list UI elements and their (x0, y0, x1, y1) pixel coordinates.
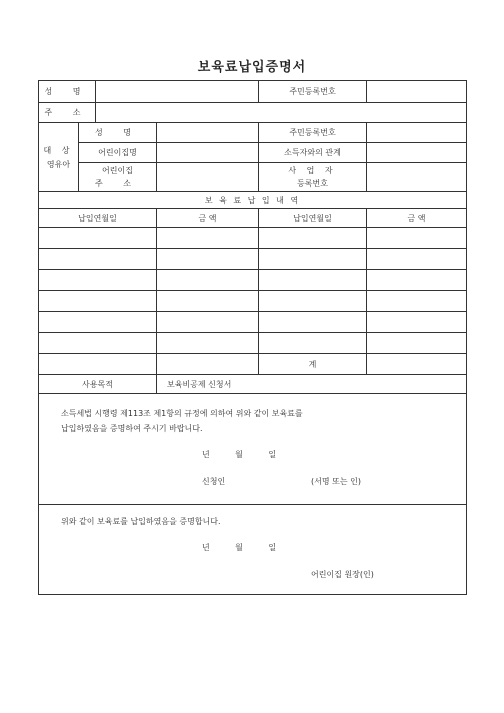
payment-cell[interactable] (367, 312, 467, 333)
payment-cell[interactable] (39, 333, 157, 354)
relation-label: 소득자와의 관계 (259, 143, 367, 163)
payment-section-label: 보 육 료 납 입 내 역 (39, 192, 467, 209)
child-rrn-label: 주민등록번호 (259, 123, 367, 143)
daycare-name-field[interactable] (157, 143, 259, 163)
applicant-rrn-field[interactable] (367, 81, 467, 103)
payment-amount-header: 금 액 (157, 209, 259, 228)
payment-cell[interactable] (39, 291, 157, 312)
payment-cell[interactable] (259, 270, 367, 291)
biz-no-label: 사 업 자 등록번호 (259, 163, 367, 192)
payment-cell[interactable] (259, 228, 367, 249)
payment-cell[interactable] (259, 291, 367, 312)
payment-cell[interactable] (367, 249, 467, 270)
daycare-address-field[interactable] (157, 163, 259, 192)
payment-row (39, 291, 467, 312)
relation-field[interactable] (367, 143, 467, 163)
applicant-rrn-label: 주민등록번호 (259, 81, 367, 103)
certification-statement (39, 505, 467, 595)
document-title: 보육료납입증명서 (197, 60, 307, 75)
certificate-form (38, 80, 467, 595)
total-amount-field[interactable] (367, 354, 467, 375)
payment-cell[interactable] (157, 333, 259, 354)
certification-date: 년 월 일 (202, 543, 277, 552)
payment-cell[interactable] (39, 228, 157, 249)
certification-line: 위와 같이 보육료를 납입하였음을 증명합니다. (61, 517, 221, 526)
sign-note[interactable]: (서명 또는 인) (311, 477, 361, 486)
payment-row (39, 228, 467, 249)
request-statement (39, 394, 467, 505)
payment-cell[interactable] (157, 312, 259, 333)
daycare-address-label: 어린이집 주 소 (79, 163, 157, 192)
payment-cell[interactable] (259, 312, 367, 333)
daycare-name-label: 어린이집명 (79, 143, 157, 163)
total-blank-cell (39, 354, 157, 375)
biz-no-field[interactable] (367, 163, 467, 192)
child-name-field[interactable] (157, 123, 259, 143)
payment-row (39, 270, 467, 291)
applicant-address-label: 주 소 (39, 103, 96, 123)
applicant-name-label: 성 명 (39, 81, 96, 103)
payment-cell[interactable] (39, 270, 157, 291)
total-blank-cell (157, 354, 259, 375)
total-label: 계 (259, 354, 367, 375)
payment-cell[interactable] (259, 249, 367, 270)
purpose-value: 보육비공제 신청서 (157, 375, 467, 394)
payment-cell[interactable] (367, 333, 467, 354)
child-name-label: 성 명 (79, 123, 157, 143)
payment-row (39, 312, 467, 333)
child-rrn-field[interactable] (367, 123, 467, 143)
payment-cell[interactable] (157, 249, 259, 270)
request-line-1: 소득세법 시행령 제113조 제1항의 규정에 의하여 위와 같이 보육료를 (61, 409, 303, 418)
payment-cell[interactable] (259, 333, 367, 354)
payment-cell[interactable] (157, 228, 259, 249)
applicant-sign-label: 신청인 (202, 477, 226, 486)
applicant-address-field[interactable] (96, 103, 467, 123)
payment-cell[interactable] (367, 270, 467, 291)
payment-cell[interactable] (157, 270, 259, 291)
payment-row (39, 249, 467, 270)
payment-row (39, 333, 467, 354)
purpose-label: 사용목적 (39, 375, 157, 394)
payment-date-header: 납입연월일 (39, 209, 157, 228)
payment-cell[interactable] (39, 312, 157, 333)
applicant-name-field[interactable] (96, 81, 259, 103)
issuer-sign[interactable]: 어린이집 원장(인) (311, 570, 374, 579)
target-child-label: 대 상 영유아 (39, 123, 79, 192)
payment-cell[interactable] (367, 291, 467, 312)
payment-amount-header: 금 액 (367, 209, 467, 228)
payment-cell[interactable] (157, 291, 259, 312)
request-date: 년 월 일 (202, 450, 277, 459)
payment-date-header: 납입연월일 (259, 209, 367, 228)
request-line-2: 납입하였음을 증명하여 주시기 바랍니다. (61, 424, 203, 433)
payment-cell[interactable] (367, 228, 467, 249)
payment-cell[interactable] (39, 249, 157, 270)
